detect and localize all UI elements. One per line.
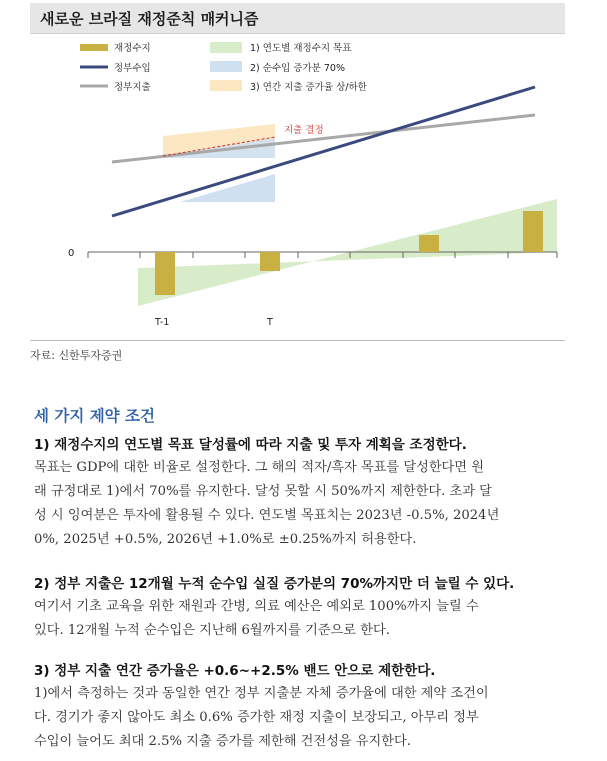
- page-title: 새로운 브라질 재정준칙 매커니즘: [40, 10, 259, 28]
- fiscal-rule-diagram: [30, 36, 570, 341]
- constraint-heading: 3) 정부 지출 연간 증가율은 +0.6~+2.5% 밴드 안으로 제한한다.: [34, 663, 436, 679]
- x-tick-label-t: T: [267, 317, 273, 328]
- legend-swatch-band: [210, 80, 242, 91]
- legend-swatch-balance: [80, 44, 108, 51]
- revenue-share-area-lower: [180, 174, 275, 202]
- source-note: 자료: 신한투자증권: [30, 349, 123, 362]
- constraint-line: 0%, 2025년 +0.5%, 2026년 +1.0%로 ±0.25%까지 허용한다.: [34, 532, 417, 547]
- balance-bar-t-plus-4: [523, 211, 543, 252]
- constraint-line: 있다. 12개월 누적 순수입은 지난해 6월까지를 기준으로 한다.: [34, 623, 390, 638]
- legend-label-band: 3) 연간 지출 증가율 상/하한: [250, 82, 367, 93]
- constraint-line: 목표는 GDP에 대한 비율로 설정한다. 그 해의 적자/흑자 목표를 달성한다면 원: [34, 460, 484, 475]
- chart-bottom-rule: [30, 340, 565, 341]
- legend-swatch-revenue-share: [210, 61, 242, 72]
- constraint-heading: 1) 재정수지의 연도별 목표 달성률에 따라 지출 및 투자 계획을 조정한다.: [34, 437, 467, 453]
- balance-bar-t-minus-1: [155, 252, 175, 295]
- constraint-line: 래 규정대로 1)에서 70%를 유지한다. 달성 못할 시 50%까지 제한한다. 초과 달: [34, 484, 492, 499]
- constraint-1: [34, 434, 566, 552]
- constraint-2: [34, 573, 566, 643]
- legend-label-revenue-share: 2) 순수입 증가분 70%: [250, 63, 345, 74]
- legend-label-expenditure: 정부지출: [114, 82, 151, 93]
- constraint-line: 다. 경기가 좋지 않아도 최소 0.6% 증가한 재정 지출이 보장되고, 아무리 정부: [34, 710, 479, 725]
- decision-annotation: 지출 결정: [284, 125, 324, 136]
- balance-bar-t: [260, 252, 280, 271]
- constraint-line: 여기서 기초 교육을 위한 재원과 간병, 의료 예산은 예외로 100%까지 늘릴 수: [34, 599, 479, 614]
- constraint-line: 성 시 잉여분은 투자에 활용될 수 있다. 연도별 목표치는 2023년 -0.5%, 2024년: [34, 508, 500, 523]
- zero-label: 0: [68, 248, 75, 259]
- legend-swatch-target: [210, 42, 242, 53]
- legend-label-balance: 재정수지: [114, 43, 151, 54]
- constraint-line: 수입이 늘어도 최대 2.5% 지출 증가를 제한해 건전성을 유지한다.: [34, 734, 411, 749]
- legend-label-revenue: 정부수입: [114, 63, 151, 74]
- constraint-3: [34, 660, 566, 754]
- constraint-heading: 2) 정부 지출은 12개월 누적 순수입 실질 증가분의 70%까지만 더 늘릴 수 있다.: [34, 576, 515, 592]
- legend-label-target: 1) 연도별 재정수지 목표: [250, 43, 352, 54]
- balance-bar-t-plus-2: [419, 235, 439, 252]
- title-bar: [30, 3, 565, 34]
- constraint-line: 1)에서 측정하는 것과 동일한 연간 정부 지출분 자체 증가율에 대한 제약 조건이: [34, 686, 489, 701]
- x-tick-label-t-minus-1: T-1: [155, 317, 170, 328]
- section-title: 세 가지 제약 조건: [34, 407, 156, 425]
